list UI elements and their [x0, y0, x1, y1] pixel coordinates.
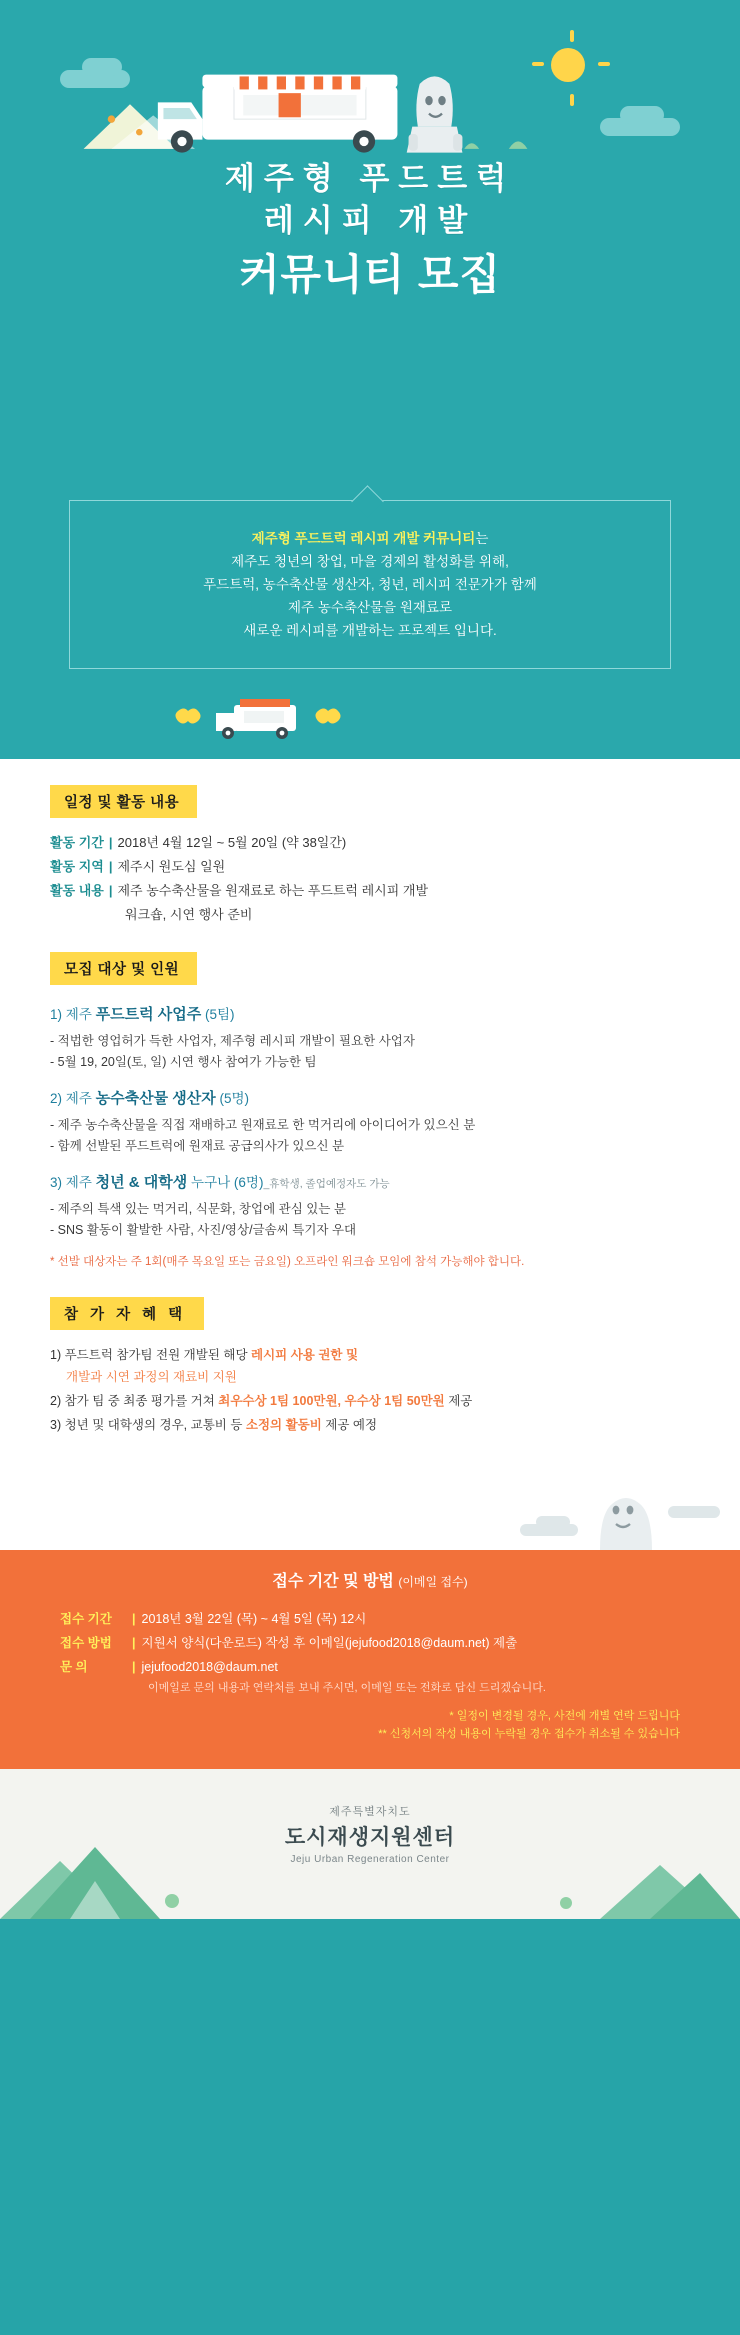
- main-content: [0, 759, 740, 1480]
- recruit-group-count: (5명): [219, 1091, 250, 1106]
- apply-title: [0, 1568, 740, 1591]
- list-item: - 5월 19, 20일(토, 일) 시연 행사 참여가 가능한 팀: [50, 1055, 317, 1069]
- apply-row: 접수 기간 | 2018년 3월 22일 (목) ~ 4월 5일 (목) 12시: [60, 1607, 680, 1631]
- poster-title-block: [0, 158, 740, 302]
- footer-line-2: 도시재생지원센터: [284, 1826, 456, 1849]
- apply-row-value: 지원서 양식(다운로드) 작성 후 이메일(jejufood2018@daum.net) 제출: [141, 1636, 518, 1650]
- benefit-text-post: 제공: [444, 1394, 473, 1408]
- intro-line-5: 새로운 레시피를 개발하는 프로젝트 입니다.: [243, 623, 497, 638]
- schedule-row: 활동 기간 | 2018년 4월 12일 ~ 5월 20일 (약 38일간): [50, 835, 347, 850]
- recruit-group-number: 3): [50, 1175, 63, 1190]
- recruit-group-number: 1): [50, 1007, 63, 1022]
- benefit-highlight: 레시피 사용 권한 및: [251, 1348, 359, 1362]
- title-line-2: 레시피 개발: [263, 203, 477, 238]
- recruit-group-title: [50, 1087, 690, 1108]
- apply-row-key: 접수 기간: [60, 1612, 112, 1626]
- recruit-group-name: 농수축산물 생산자: [95, 1090, 216, 1107]
- list-item: [50, 1414, 690, 1436]
- footer-line-3: Jeju Urban Regeneration Center: [290, 1854, 450, 1865]
- recruit-section: [50, 952, 690, 1271]
- recruit-group-title: [50, 1171, 690, 1192]
- recruit-group-prefix: 제주: [65, 1091, 92, 1106]
- benefit-subline: 개발과 시연 과정의 재료비 지원: [66, 1370, 237, 1384]
- pre-apply-decoration: [0, 1480, 740, 1550]
- footer-line-1: 제주특별자치도: [329, 1806, 411, 1818]
- benefits-heading: 참 가 자 혜 택: [50, 1297, 204, 1330]
- benefits-list: [50, 1344, 690, 1436]
- benefits-section: [50, 1297, 690, 1436]
- intro-line-4: 제주 농수축산물을 원재료로: [288, 600, 452, 615]
- benefit-text-post: 제공 예정: [321, 1418, 378, 1432]
- schedule-row-value-2: 워크숍, 시연 행사 준비: [125, 907, 253, 922]
- recruit-group-bullets: [50, 1031, 690, 1073]
- recruit-heading: 모집 대상 및 인원: [50, 952, 197, 985]
- list-item: - 제주 농수축산물을 직접 재배하고 원재료로 한 먹거리에 아이디어가 있으신 분: [50, 1118, 476, 1132]
- title-line-1: 제주형 푸드트럭: [224, 161, 516, 196]
- recruit-group-name: 푸드트럭 사업주: [95, 1006, 202, 1023]
- list-item: [50, 1390, 690, 1412]
- schedule-heading: 일정 및 활동 내용: [50, 785, 197, 818]
- recruit-group-bullets: [50, 1115, 690, 1157]
- recruit-group-number: 2): [50, 1091, 63, 1106]
- intro-highlight-suffix: 는: [475, 531, 489, 546]
- recruit-group-name: 청년 & 대학생: [95, 1174, 188, 1191]
- recruit-group-title: [50, 1003, 690, 1024]
- intro-box-notch: [351, 485, 384, 518]
- recruit-group-count: 누구나 (6명): [191, 1175, 264, 1190]
- apply-row-subnote: 이메일로 문의 내용과 연락처를 보내 주시면, 이메일 또는 전화로 답신 드리겠습니다.: [148, 1682, 546, 1694]
- apply-row-key: 문 의: [60, 1660, 88, 1674]
- schedule-row-continued: [50, 904, 690, 926]
- intro-line-1: [70, 527, 670, 550]
- benefit-text: 3) 청년 및 대학생의 경우, 교통비 등: [50, 1418, 246, 1432]
- footer-section: [0, 1769, 740, 1919]
- list-item: - 제주의 특색 있는 먹거리, 식문화, 창업에 관심 있는 분: [50, 1202, 346, 1216]
- recruit-group-note: _휴학생, 졸업예정자도 가능: [263, 1178, 390, 1190]
- intro-section: [0, 470, 740, 759]
- apply-footnotes: [60, 1707, 680, 1743]
- food-truck-illustration: [0, 30, 687, 160]
- apply-row: 접수 방법 | 지원서 양식(다운로드) 작성 후 이메일(jejufood2018@daum.net) 제출: [60, 1631, 680, 1655]
- apply-row-value: 2018년 3월 22일 (목) ~ 4월 5일 (목) 12시: [141, 1612, 367, 1626]
- apply-title-main: 접수 기간 및 방법: [272, 1573, 394, 1590]
- apply-title-sub: (이메일 접수): [398, 1575, 468, 1589]
- recruit-group-prefix: 제주: [65, 1007, 92, 1022]
- title-main: 커뮤니티 모집: [238, 251, 502, 298]
- apply-footnote-1: * 일정이 변경될 경우, 사전에 개별 연락 드립니다: [449, 1710, 680, 1722]
- mini-truck-illustration: [0, 669, 740, 759]
- benefit-text: 2) 참가 팀 중 최종 평가를 거쳐: [50, 1394, 219, 1408]
- schedule-row-value: 제주 농수축산물을 원재료로 하는 푸드트럭 레시피 개발: [117, 883, 429, 898]
- benefit-text: 1) 푸드트럭 참가팀 전원 개발된 해당: [50, 1348, 252, 1362]
- intro-box: [69, 500, 671, 669]
- hero-section: [0, 0, 740, 470]
- list-item: [50, 1344, 690, 1388]
- list-item: - SNS 활동이 활발한 사람, 사진/영상/글솜씨 특기자 우대: [50, 1223, 357, 1237]
- apply-row: 문 의 | jejufood2018@daum.net: [60, 1655, 680, 1679]
- schedule-row-key: 활동 지역: [50, 859, 104, 874]
- intro-line-2: 제주도 청년의 창업, 마을 경제의 활성화를 위해,: [231, 554, 509, 569]
- schedule-row-key: 활동 내용: [50, 883, 104, 898]
- schedule-section: [50, 785, 690, 926]
- apply-footnote-2: ** 신청서의 작성 내용이 누락될 경우 접수가 취소될 수 있습니다: [378, 1728, 680, 1740]
- apply-row-value[interactable]: jejufood2018@daum.net: [141, 1660, 278, 1674]
- recruit-group-bullets: [50, 1199, 690, 1241]
- schedule-row-value: 2018년 4월 12일 ~ 5월 20일 (약 38일간): [117, 835, 347, 850]
- recruit-group-count: (5팀): [205, 1007, 235, 1022]
- benefit-highlight: 최우수상 1팀 100만원, 우수상 1팀 50만원: [218, 1394, 445, 1408]
- benefit-highlight: 소정의 활동비: [245, 1418, 322, 1432]
- schedule-row-value: 제주시 원도심 일원: [117, 859, 226, 874]
- schedule-row: 활동 지역 | 제주시 원도심 일원: [50, 859, 226, 874]
- schedule-row-key: 활동 기간: [50, 835, 104, 850]
- list-item: - 적법한 영업허가 득한 사업자, 제주형 레시피 개발이 필요한 사업자: [50, 1034, 415, 1048]
- recruit-group-prefix: 제주: [65, 1175, 92, 1190]
- apply-section: [0, 1550, 740, 1769]
- list-item: - 함께 선발된 푸드트럭에 원재료 공급의사가 있으신 분: [50, 1139, 345, 1153]
- intro-line-3: 푸드트럭, 농수축산물 생산자, 청년, 레시피 전문가가 함께: [203, 577, 537, 592]
- recruit-footnote: * 선발 대상자는 주 1회(매주 목요일 또는 금요일) 오프라인 워크숍 모임에 참석 가능해야 합니다.: [50, 1256, 525, 1268]
- apply-row-key: 접수 방법: [60, 1636, 112, 1650]
- intro-highlight: 제주형 푸드트럭 레시피 개발 커뮤니티: [251, 531, 476, 546]
- schedule-row: 활동 내용 | 제주 농수축산물을 원재료로 하는 푸드트럭 레시피 개발: [50, 883, 429, 898]
